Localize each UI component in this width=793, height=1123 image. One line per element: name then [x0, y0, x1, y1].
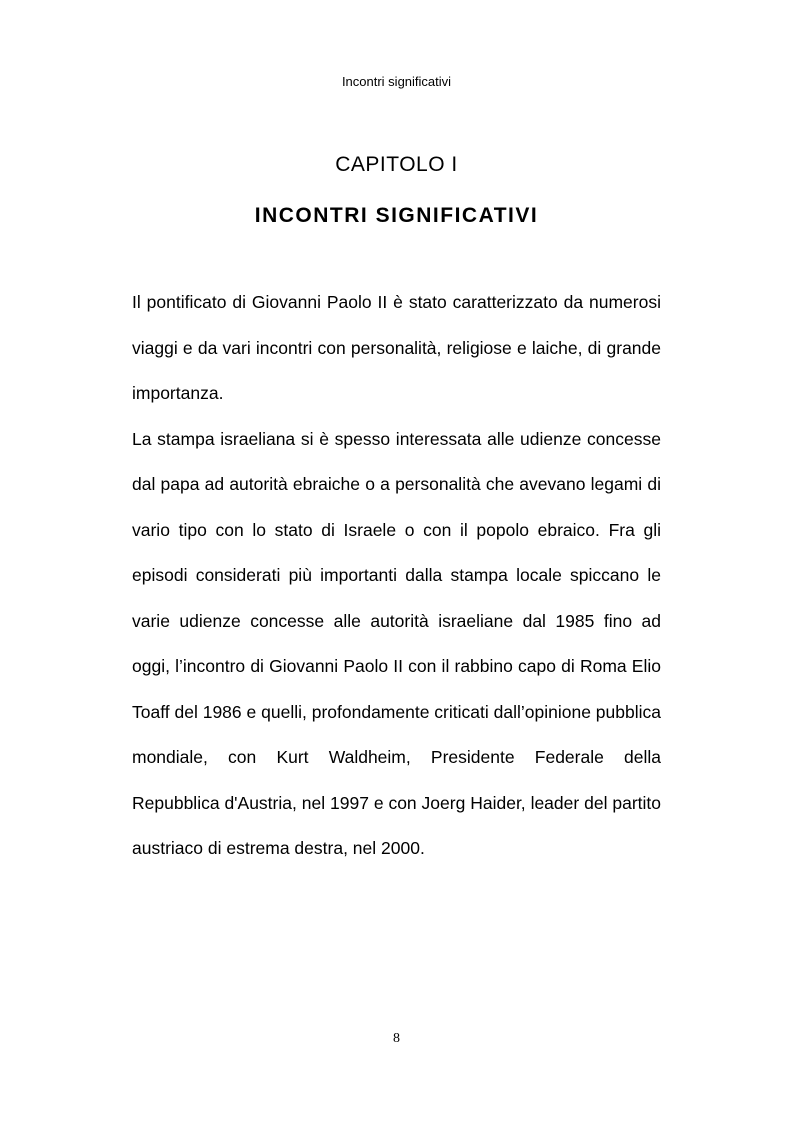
running-header: Incontri significativi	[341, 74, 452, 89]
paragraph: Il pontificato di Giovanni Paolo II è stato caratterizzato da numerosi viaggi e da vari incontri con personalità, religiose e laiche, di grande importanza.	[132, 292, 661, 403]
body-text	[132, 280, 661, 872]
chapter-title: INCONTRI SIGNIFICATIVI	[254, 204, 539, 227]
chapter-number: CAPITOLO I	[335, 153, 458, 176]
paragraph: La stampa israeliana si è spesso interessata alle udienze concesse dal papa ad autorità ebraiche o a personalità che avevano legami di vario tipo con lo stato di Israele o con il popolo ebraico. Fra gli episodi considerati più importanti dalla stampa locale spiccano le varie udienze concesse alle autorità israeliane dal 1985 fino ad oggi, l’incontro di Giovanni Paolo II con il rabbino capo di Roma Elio Toaff del 1986 e quelli, profondamente criticati dall’opinione pubblica mondiale, con Kurt Waldheim, Presidente Federale della Repubblica d'Austria, nel 1997 e con Joerg Haider, leader del partito austriaco di estrema destra, nel 2000.	[132, 428, 661, 858]
page-number: 8	[393, 1031, 400, 1046]
